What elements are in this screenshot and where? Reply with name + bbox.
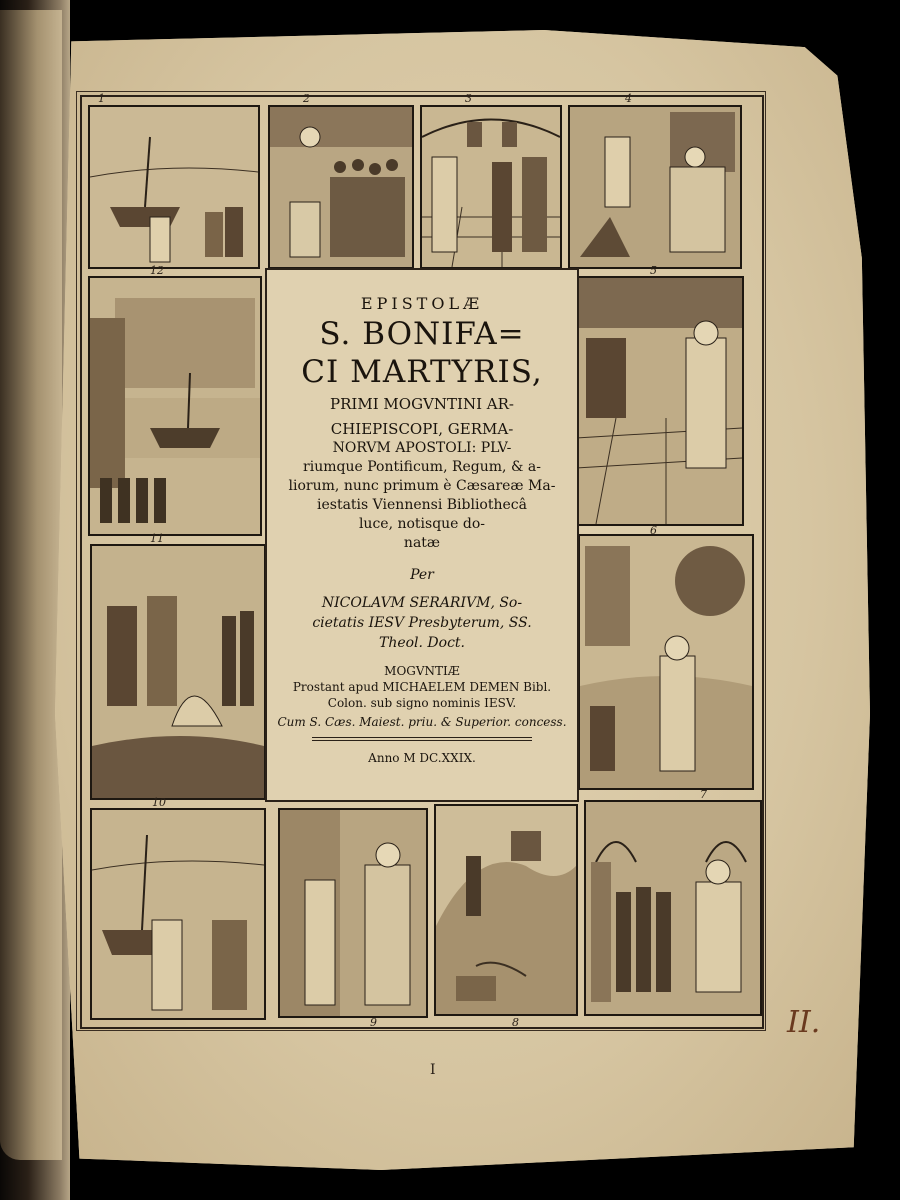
- title-line-3: CI MARTYRIS,: [301, 354, 543, 390]
- panel-number-10: 10: [152, 796, 166, 809]
- illustration-panel-9: [278, 808, 428, 1018]
- panel-number-1: 1: [98, 92, 105, 105]
- title-line-9: iestatis Viennensi Bibliothecâ: [317, 497, 527, 513]
- illustration-panel-7: [584, 800, 762, 1016]
- privilege-line: Cum S. Cæs. Maiest. priu. & Superior. concess.: [277, 715, 567, 729]
- illustration-panel-1: [88, 105, 260, 269]
- imprint-line-2: Colon. sub signo nominis IESV.: [327, 696, 517, 710]
- title-line-10: luce, notisque do-: [358, 516, 486, 532]
- imprint-city: MOGVNTIÆ: [384, 664, 460, 678]
- panel-number-6: 6: [650, 524, 657, 537]
- illustration-panel-2: [268, 105, 414, 269]
- title-line-6: NORVM APOSTOLI: PLV-: [332, 440, 512, 456]
- panel-number-9: 9: [370, 1016, 377, 1029]
- illustration-panel-4: [568, 105, 742, 269]
- illustration-panel-3: [420, 105, 562, 269]
- title-line-2: S. BONIFA=: [319, 316, 525, 352]
- title-line-5: CHIEPISCOPI, GERMA-: [330, 420, 514, 438]
- panel-number-4: 4: [625, 92, 632, 105]
- title-line-8: liorum, nunc primum è Cæsareæ Ma-: [288, 478, 556, 494]
- publication-year: Anno M DC.XXIX.: [368, 751, 476, 765]
- panel-number-12: 12: [150, 264, 164, 277]
- panel-number-5: 5: [650, 264, 657, 277]
- illustration-panel-5: [574, 276, 744, 526]
- per-label: Per: [410, 567, 434, 583]
- author-line-1: NICOLAVM SERARIVM, So-: [321, 595, 523, 611]
- title-line-1: EPISTOLÆ: [360, 294, 484, 313]
- panel-number-3: 3: [465, 92, 472, 105]
- title-cartouche: [265, 268, 579, 802]
- author-line-3: Theol. Doct.: [378, 635, 466, 651]
- illustration-panel-10: [90, 808, 266, 1020]
- imprint-line-1: Prostant apud MICHAELEM DEMEN Bibl.: [292, 680, 552, 694]
- illustration-panel-8: [434, 804, 578, 1016]
- panel-number-11: 11: [150, 532, 164, 545]
- title-line-4: PRIMI MOGVNTINI AR-: [330, 395, 514, 413]
- signature-mark: I: [430, 1062, 436, 1078]
- author-line-2: cietatis IESV Presbyterum, SS.: [312, 615, 532, 631]
- illustration-panel-11: [90, 544, 266, 800]
- illustration-panel-12: [88, 276, 262, 536]
- title-line-11: natæ: [403, 535, 441, 551]
- title-line-7: riumque Pontificum, Regum, & a-: [303, 459, 541, 475]
- manuscript-note: II.: [787, 1005, 821, 1040]
- illustration-panel-6: [578, 534, 754, 790]
- facing-page-edge: [0, 10, 62, 1160]
- double-rule: [312, 737, 532, 741]
- panel-number-8: 8: [512, 1016, 519, 1029]
- panel-number-7: 7: [700, 788, 707, 801]
- panel-number-2: 2: [303, 92, 310, 105]
